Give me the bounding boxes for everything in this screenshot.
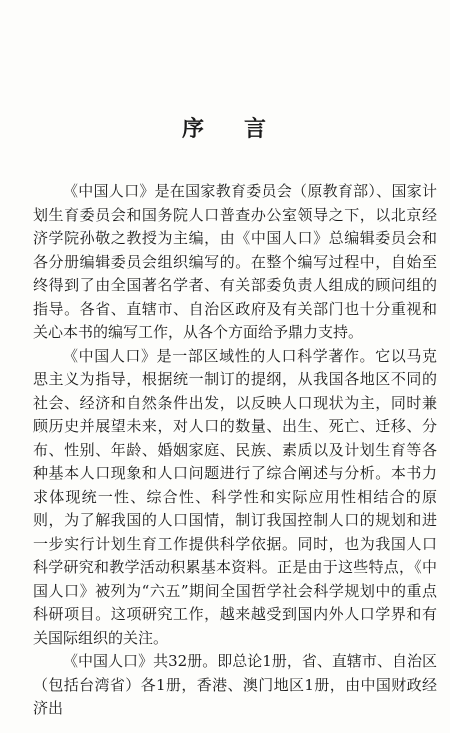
paragraph-2: 《中国人口》是一部区域性的人口科学著作。它以马克思主义为指导，根据统一制订的提纲，从我国各地区不同的社会、经济和自然条件出发，以反映人口现状为主，同时兼顾历史并展望未来，对人口的数量、出生、死亡、迁移、分布、性别、年龄、婚姻家庭、民族、素质以及计划生育等各种基本人口现象和人口问题进行了综合阐述与分析。本书力求体现统一性、综合性、科学性和实际应用性相结合的原则，为了解我国的人口国情，制订我国控制人口的规划和进一步实行计划生育工作提供科学依据。同时，也为我国人口科学研究和教学活动积累基本资料。正是由于这些特点，《中国人口》被列为“六五”期间全国哲学社会科学规划中的重点科研项目。这项研究工作，越来越受到国内外人口学界和有关国际组织的关注。 bbox=[33, 346, 437, 647]
page-title bbox=[0, 112, 450, 143]
paragraph-1: 《中国人口》是在国家教育委员会（原教育部）、国家计划生育委员会和国务院人口普查办公室领导之下，以北京经济学院孙敬之教授为主编，由《中国人口》总编辑委员会和各分册编辑委员会组织编写的。在整个编写过程中，自始至终得到了由全国著名学者、有关部委负责人组成的顾问组的指导。各省、直辖市、自治区政府及有关部门也十分重视和关心本书的编写工作，从各个方面给予鼎力支持。 bbox=[33, 182, 437, 341]
paragraph-3: 《中国人口》共32册。即总论1册，省、直辖市、自治区（包括台湾省）各1册，香港、澳门地区1册，由中国财政经济出 bbox=[33, 652, 437, 717]
title-char-1: 序 bbox=[181, 116, 206, 142]
title-char-2: 言 bbox=[244, 116, 269, 142]
preface-body bbox=[33, 180, 437, 721]
